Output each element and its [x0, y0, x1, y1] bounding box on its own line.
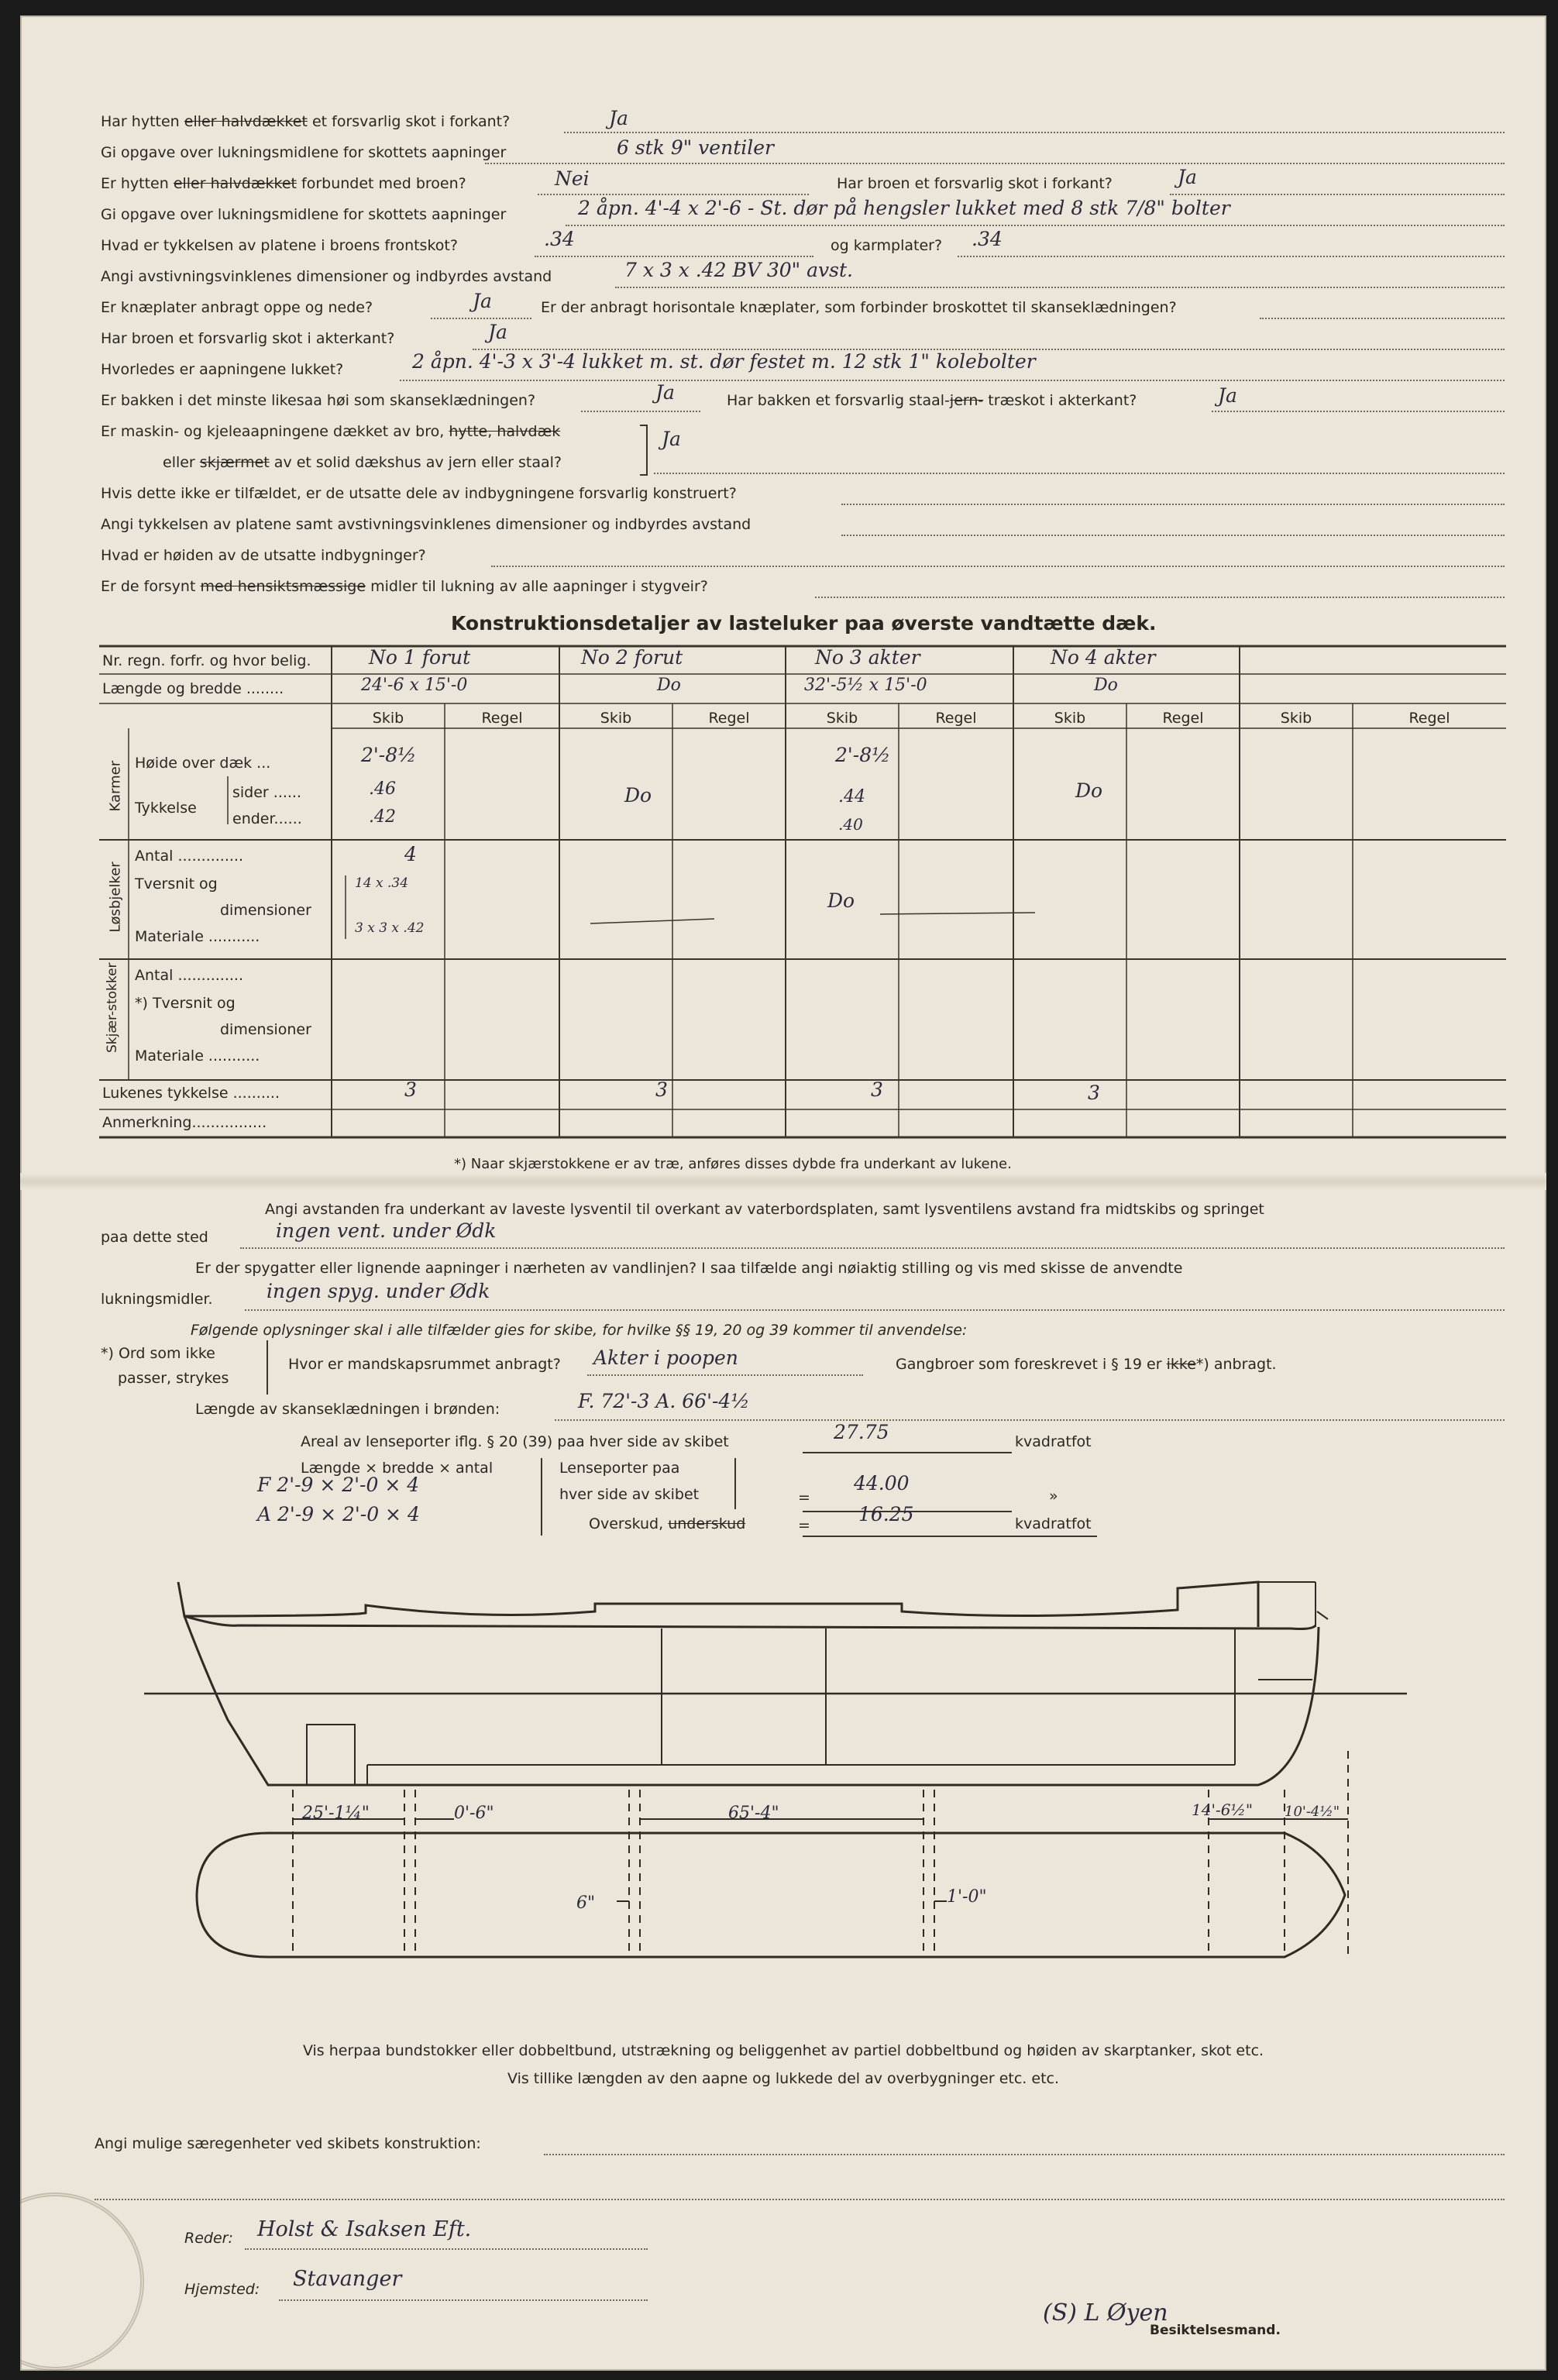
dim-0-6: 0'-6" [454, 1804, 494, 1823]
q-forsynt-lukning: Er de forsynt med hensiktsmæssige midler til lukning av alle aapninger i stygveir? [101, 578, 708, 595]
dim-65-4: 65'-4" [728, 1804, 779, 1823]
hatch-2-size: Do [657, 676, 681, 695]
answer-handwritten: F. 72'-3 A. 66'-4½ [578, 1390, 750, 1412]
q-bakken-hoi: Er bakken i det minste likesaa høi som skanseklædningen? [101, 392, 536, 409]
row-nr-regn: Nr. regn. forfr. og hvor belig. [102, 652, 311, 669]
col-regel: Regel [1408, 710, 1450, 727]
q-skanseklaedningen: Længde av skanseklædningen i brønden: [195, 1401, 500, 1418]
q-maskin-kjele: Er maskin- og kjeleaapningene dækket av bro, hytte, halvdæk [101, 423, 561, 440]
calc-f: F 2'-9 × 2'-0 × 4 [257, 1474, 420, 1496]
value-reder: Holst & Isaksen Eft. [257, 2217, 472, 2241]
calc-a: A 2'-9 × 2'-0 × 4 [257, 1503, 420, 1525]
cell-ender-1: .42 [369, 807, 396, 827]
q-lukningsmidlene-2: Gi opgave over lukningsmidlene for skottets aapninger [101, 206, 507, 223]
value-hjemsted: Stavanger [293, 2267, 402, 2291]
note-ord: *) Ord som ikke [101, 1345, 215, 1362]
table-title: Konstruktionsdetaljer av lasteluker paa øverste vandtætte dæk. [451, 612, 1157, 635]
q-broen-akterkant: Har broen et forsvarlig skot i akterkant? [101, 330, 395, 347]
answer-handwritten: 2 åpn. 4'-3 x 3'-4 lukket m. st. dør festet m. 12 stk 1" kolebolter [412, 350, 1036, 373]
answer-handwritten: .34 [544, 228, 575, 250]
col-regel: Regel [1162, 710, 1204, 727]
hdr-laengde-bredde-antal: Længde × bredde × antal [301, 1460, 494, 1477]
sym-equals: = [798, 1489, 810, 1506]
answer-handwritten: Ja [488, 321, 507, 343]
q-tykkelsen-frontskot: Hvad er tykkelsen av platene i broens frontskot? [101, 237, 458, 254]
col-skib: Skib [372, 710, 404, 727]
sym-equals: = [798, 1517, 810, 1534]
row-anmerkning: Anmerkning................ [102, 1114, 267, 1131]
cell-tykkelse-1: 3 [404, 1078, 417, 1101]
q-horisontale-knaeplater: Er der anbragt horisontale knæplater, som forbinder broskottet til skanseklædningen? [541, 299, 1177, 316]
cell-hoide-1: 2'-8½ [361, 744, 417, 766]
q-hytten-forbundet: Er hytten eller halvdækket forbundet med broen? [101, 175, 466, 192]
q-spygatter: Er der spygatter eller lignende aapninger i nærheten av vandlinjen? I saa tilfælde angi nøiaktig stilling og vis med skisse de anvendte [195, 1260, 1183, 1277]
cell-tykkelse-4: 3 [1088, 1082, 1100, 1104]
lbl-lenseporter-paa: Lenseporter paa [559, 1460, 680, 1477]
answer-handwritten: Ja [473, 290, 492, 312]
row-laengde-bredde: Længde og bredde ........ [102, 680, 284, 697]
cell-hoide-3: 2'-8½ [835, 744, 891, 766]
sub-hoide: Høide over dæk ... [135, 755, 271, 772]
ship-sketch [20, 15, 1546, 2371]
row-lukenes-tykkelse: Lukenes tykkelse .......... [102, 1085, 280, 1102]
answer-handwritten: ingen vent. under Ødk [276, 1219, 497, 1242]
answer-handwritten: Ja [609, 107, 628, 129]
q-gangbroer: Gangbroer som foreskrevet i § 19 er ikke*) anbragt. [896, 1356, 1277, 1373]
sub-dimensioner: dimensioner [220, 902, 311, 919]
answer-handwritten: 2 åpn. 4'-4 x 2'-6 - St. dør på hengsler lukket med 8 stk 7/8" bolter [578, 197, 1230, 219]
sub-tversnit: Tversnit og [135, 875, 218, 892]
q-areal-lenseporter: Areal av lenseporter iflg. § 20 (39) paa hver side av skibet [301, 1433, 729, 1450]
col-skib: Skib [600, 710, 632, 727]
note-ord-2: passer, strykes [118, 1370, 229, 1387]
col-skib: Skib [1280, 710, 1312, 727]
answer-handwritten: 7 x 3 x .42 BV 30" avst. [624, 259, 853, 281]
col-skib: Skib [826, 710, 858, 727]
hatch-3-size: 32'-5½ x 15'-0 [804, 676, 927, 695]
unit-kvadratfot: kvadratfot [1015, 1515, 1092, 1532]
col-regel: Regel [935, 710, 977, 727]
cell-materiale-1: 3 x 3 x .42 [355, 920, 425, 936]
sub-ender: ender...... [232, 810, 302, 827]
cell-tykkelse-2: 3 [655, 1078, 668, 1101]
dim-6: 6" [576, 1893, 596, 1913]
table-footnote: *) Naar skjærstokkene er av træ, anføres disses dybde fra underkant av lukene. [454, 1156, 1012, 1172]
instr-bundstokker: Vis herpaa bundstokker eller dobbeltbund, utstrækning og beliggenhet av partiel dobbeltbund og høiden av skarptanker, skot etc. [302, 2042, 1264, 2059]
document-sheet [20, 15, 1546, 2371]
q-avstivningsvinklenes: Angi avstivningsvinklenes dimensioner og indbyrdes avstand [101, 268, 552, 285]
lbl-besiktelsesmand: Besiktelsesmand. [1150, 2323, 1281, 2338]
col-skib: Skib [1054, 710, 1086, 727]
q-aapningene-lukket: Hvorledes er aapningene lukket? [101, 361, 344, 378]
instr-folgende: Følgende oplysninger skal i alle tilfælder gies for skibe, for hvilke §§ 19, 20 og 39 kommer til anvendelse: [191, 1322, 968, 1339]
cell-sider-1: .46 [369, 779, 396, 799]
lbl-overskud: Overskud, underskud [589, 1515, 746, 1532]
q-hoiden-indbygninger: Hvad er høiden av de utsatte indbygninger? [101, 547, 426, 564]
answer-handwritten: 6 stk 9" ventiler [617, 136, 774, 159]
q-bakken-staal: Har bakken et forsvarlig staal-jern- træskot i akterkant? [727, 392, 1137, 409]
q-broen-skot: Har broen et forsvarlig skot i forkant? [837, 175, 1113, 192]
lbl-reder: Reder: [184, 2230, 233, 2247]
cell-losbjelker-3: Do [827, 889, 855, 912]
q-tykkelsen-platene: Angi tykkelsen av platene samt avstivningsvinklenes dimensioner og indbyrdes avstand [101, 516, 751, 533]
answer-handwritten: Ja [655, 381, 675, 404]
cell-ender-3: .40 [838, 815, 863, 834]
dim-14-6: 14'-6½" [1192, 1800, 1254, 1819]
cell-karmer-2: Do [624, 784, 652, 807]
answer-handwritten: .34 [972, 228, 1003, 250]
q-lukningsmidlene: Gi opgave over lukningsmidlene for skottets aapninger [101, 144, 507, 161]
sym-quote: » [1049, 1488, 1058, 1505]
hatch-2-nr: No 2 forut [581, 646, 683, 669]
hatch-3-nr: No 3 akter [815, 646, 920, 669]
hatch-4-size: Do [1094, 676, 1118, 695]
sub-tykkelse: Tykkelse [135, 800, 197, 817]
cell-tversnit-1: 14 x .34 [355, 875, 409, 891]
group-losbjelker: Løsbjelker [107, 862, 124, 933]
answer-handwritten: 44.00 [854, 1472, 910, 1494]
col-regel: Regel [481, 710, 523, 727]
sub-dimensioner-2: dimensioner [220, 1021, 311, 1038]
sub-tversnit-2: *) Tversnit og [135, 995, 236, 1012]
cell-antal-1: 4 [404, 843, 417, 865]
cell-sider-3: .44 [838, 787, 865, 807]
q-knaeplater: Er knæplater anbragt oppe og nede? [101, 299, 373, 316]
q-karmplater: og karmplater? [831, 237, 943, 254]
answer-handwritten: 16.25 [858, 1503, 914, 1525]
q-spygatter-2: lukningsmidler. [101, 1291, 213, 1308]
lbl-hver-side: hver side av skibet [559, 1486, 700, 1503]
sub-antal: Antal .............. [135, 848, 244, 865]
signature: (S) L Øyen [1043, 2299, 1168, 2327]
instr-lysventil-2: paa dette sted [101, 1229, 208, 1246]
answer-handwritten: 27.75 [834, 1421, 889, 1443]
hatch-1-nr: No 1 forut [369, 646, 471, 669]
q-utsatte-dele: Hvis dette ikke er tilfældet, er de utsatte dele av indbygningene forsvarlig konstruert? [101, 485, 737, 502]
q-mandskapsrummet: Hvor er mandskapsrummet anbragt? [288, 1356, 561, 1373]
lbl-hjemsted: Hjemsted: [184, 2281, 260, 2298]
instr-lysventil: Angi avstanden fra underkant av laveste lysventil til overkant av vaterbordsplaten, samt lysventilens avstand fra midtskibs og springet [265, 1201, 1264, 1218]
hatch-1-size: 24'-6 x 15'-0 [361, 676, 468, 695]
answer-handwritten: Ja [1218, 384, 1237, 407]
instr-overbygninger: Vis tillike længden av den aapne og lukkede del av overbygninger etc. etc. [507, 2070, 1059, 2087]
dim-10-4: 10'-4½" [1285, 1804, 1340, 1820]
cell-tykkelse-3: 3 [871, 1078, 883, 1101]
hatch-4-nr: No 4 akter [1051, 646, 1156, 669]
dim-25-1: 25'-1¼" [302, 1804, 370, 1823]
unit-kvadratfot: kvadratfot [1015, 1433, 1092, 1450]
answer-handwritten: Nei [555, 167, 590, 190]
group-karmer: Karmer [107, 760, 124, 812]
sub-materiale-2: Materiale ........... [135, 1047, 260, 1064]
sub-antal-2: Antal .............. [135, 967, 244, 984]
q-saeregenheter: Angi mulige særegenheter ved skibets konstruktion: [95, 2135, 481, 2152]
sub-sider: sider ...... [232, 784, 302, 801]
cell-karmer-4: Do [1075, 779, 1103, 802]
answer-handwritten: Akter i poopen [593, 1346, 738, 1369]
dim-1-0: 1'-0" [947, 1887, 987, 1907]
q-maskin-kjele-2: eller skjærmet av et solid dækshus av jern eller staal? [163, 454, 562, 471]
answer-handwritten: ingen spyg. under Ødk [267, 1280, 490, 1302]
sub-materiale: Materiale ........... [135, 928, 260, 945]
col-regel: Regel [708, 710, 750, 727]
q-hytten-skot: Har hytten eller halvdækket et forsvarlig skot i forkant? [101, 113, 511, 130]
group-skjaerstokker: Skjær-stokker [105, 962, 120, 1053]
answer-handwritten: Ja [662, 428, 681, 450]
answer-handwritten: Ja [1178, 166, 1197, 188]
